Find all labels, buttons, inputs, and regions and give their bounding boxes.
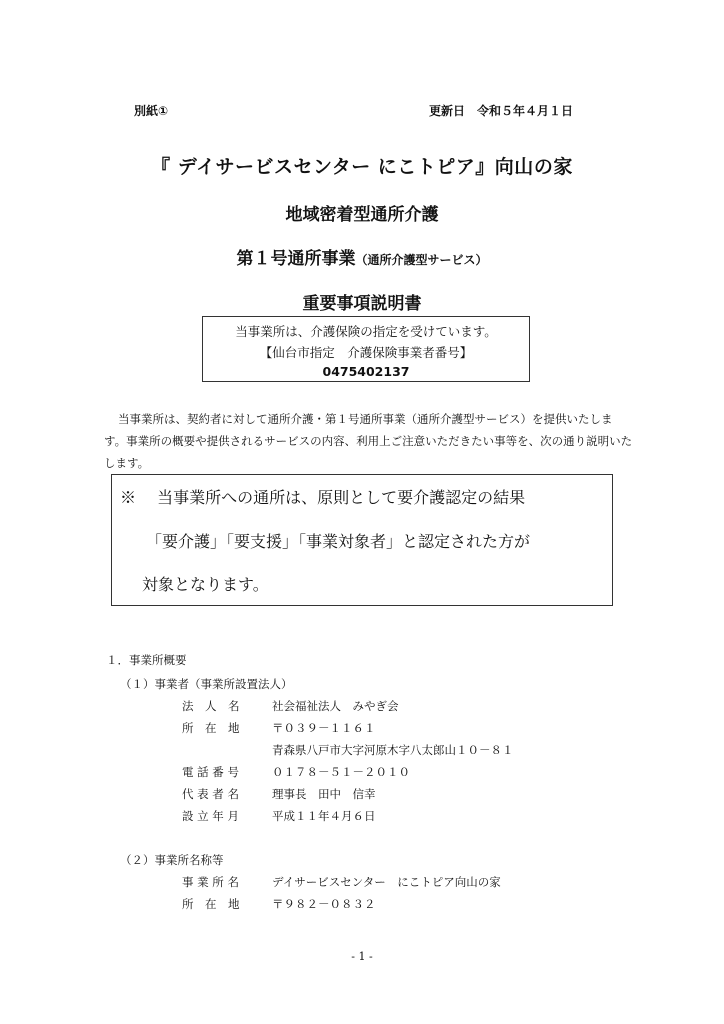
corp-name-value: 社会福祉法人 みやぎ会 — [272, 699, 399, 713]
designation-box — [202, 316, 530, 382]
representative-value: 理事長 田中 信幸 — [272, 787, 376, 801]
service-type-title-2 — [0, 244, 724, 269]
phone-value: ０１７８－５１－２０１０ — [272, 765, 410, 779]
designation-line-2: 【仙台市指定 介護保険事業者番号】 — [259, 345, 473, 360]
intro-paragraph: 当事業所は、契約者に対して通所介護・第１号通所事業（通所介護型サービス）を提供いたします。事業所の概要や提供されるサービスの内容、利用上ご注意いただきたい事等を、次の通り説明いたします。 — [104, 412, 633, 470]
facility-postal-code: 〒９８２－０８３２ — [272, 897, 376, 911]
facility-title: 『 デイサービスセンター にこトピア』向山の家 — [151, 156, 573, 178]
subsection-heading-1: （１）事業者（事業所設置法人） — [120, 677, 293, 691]
facility-name-label: 事 業 所 名 — [182, 875, 239, 889]
notice-line-3: 対象となります。 — [142, 575, 269, 594]
notice-box — [111, 474, 613, 606]
notice-line-2: 「要介護」「要支援」「事業対象者」と認定された方が — [146, 532, 531, 551]
established-label: 設 立 年 月 — [182, 809, 239, 823]
phone-label: 電 話 番 号 — [182, 765, 239, 779]
service-type-main: 第１号通所事業 — [236, 249, 356, 269]
corp-postal-code: 〒０３９－１１６１ — [272, 721, 376, 735]
provider-number: 0475402137 — [322, 364, 410, 379]
page-number: - 1 - — [351, 950, 373, 963]
designation-line-1: 当事業所は、介護保険の指定を受けています。 — [235, 324, 497, 339]
update-date: 更新日 令和５年４月１日 — [429, 104, 574, 118]
document-title: 重要事項説明書 — [302, 294, 422, 314]
service-type-sub: （通所介護型サービス） — [355, 253, 488, 267]
attachment-label: 別紙① — [134, 104, 169, 118]
facility-address-label: 所 在 地 — [182, 897, 240, 911]
subsection-heading-2: （２）事業所名称等 — [120, 853, 224, 867]
corp-name-label: 法 人 名 — [182, 699, 240, 713]
corp-address-value: 青森県八戸市大字河原木字八太郎山１０－８１ — [272, 743, 514, 757]
representative-label: 代 表 者 名 — [182, 787, 239, 801]
service-type-title: 地域密着型通所介護 — [285, 205, 439, 225]
facility-name-value: デイサービスセンター にこトピア向山の家 — [272, 875, 501, 889]
corp-address-label: 所 在 地 — [182, 721, 240, 735]
notice-line-1: ※ 当事業所への通所は、原則として要介護認定の結果 — [120, 488, 526, 507]
section-heading: １．事業所概要 — [106, 653, 187, 667]
established-value: 平成１１年４月６日 — [272, 809, 376, 823]
